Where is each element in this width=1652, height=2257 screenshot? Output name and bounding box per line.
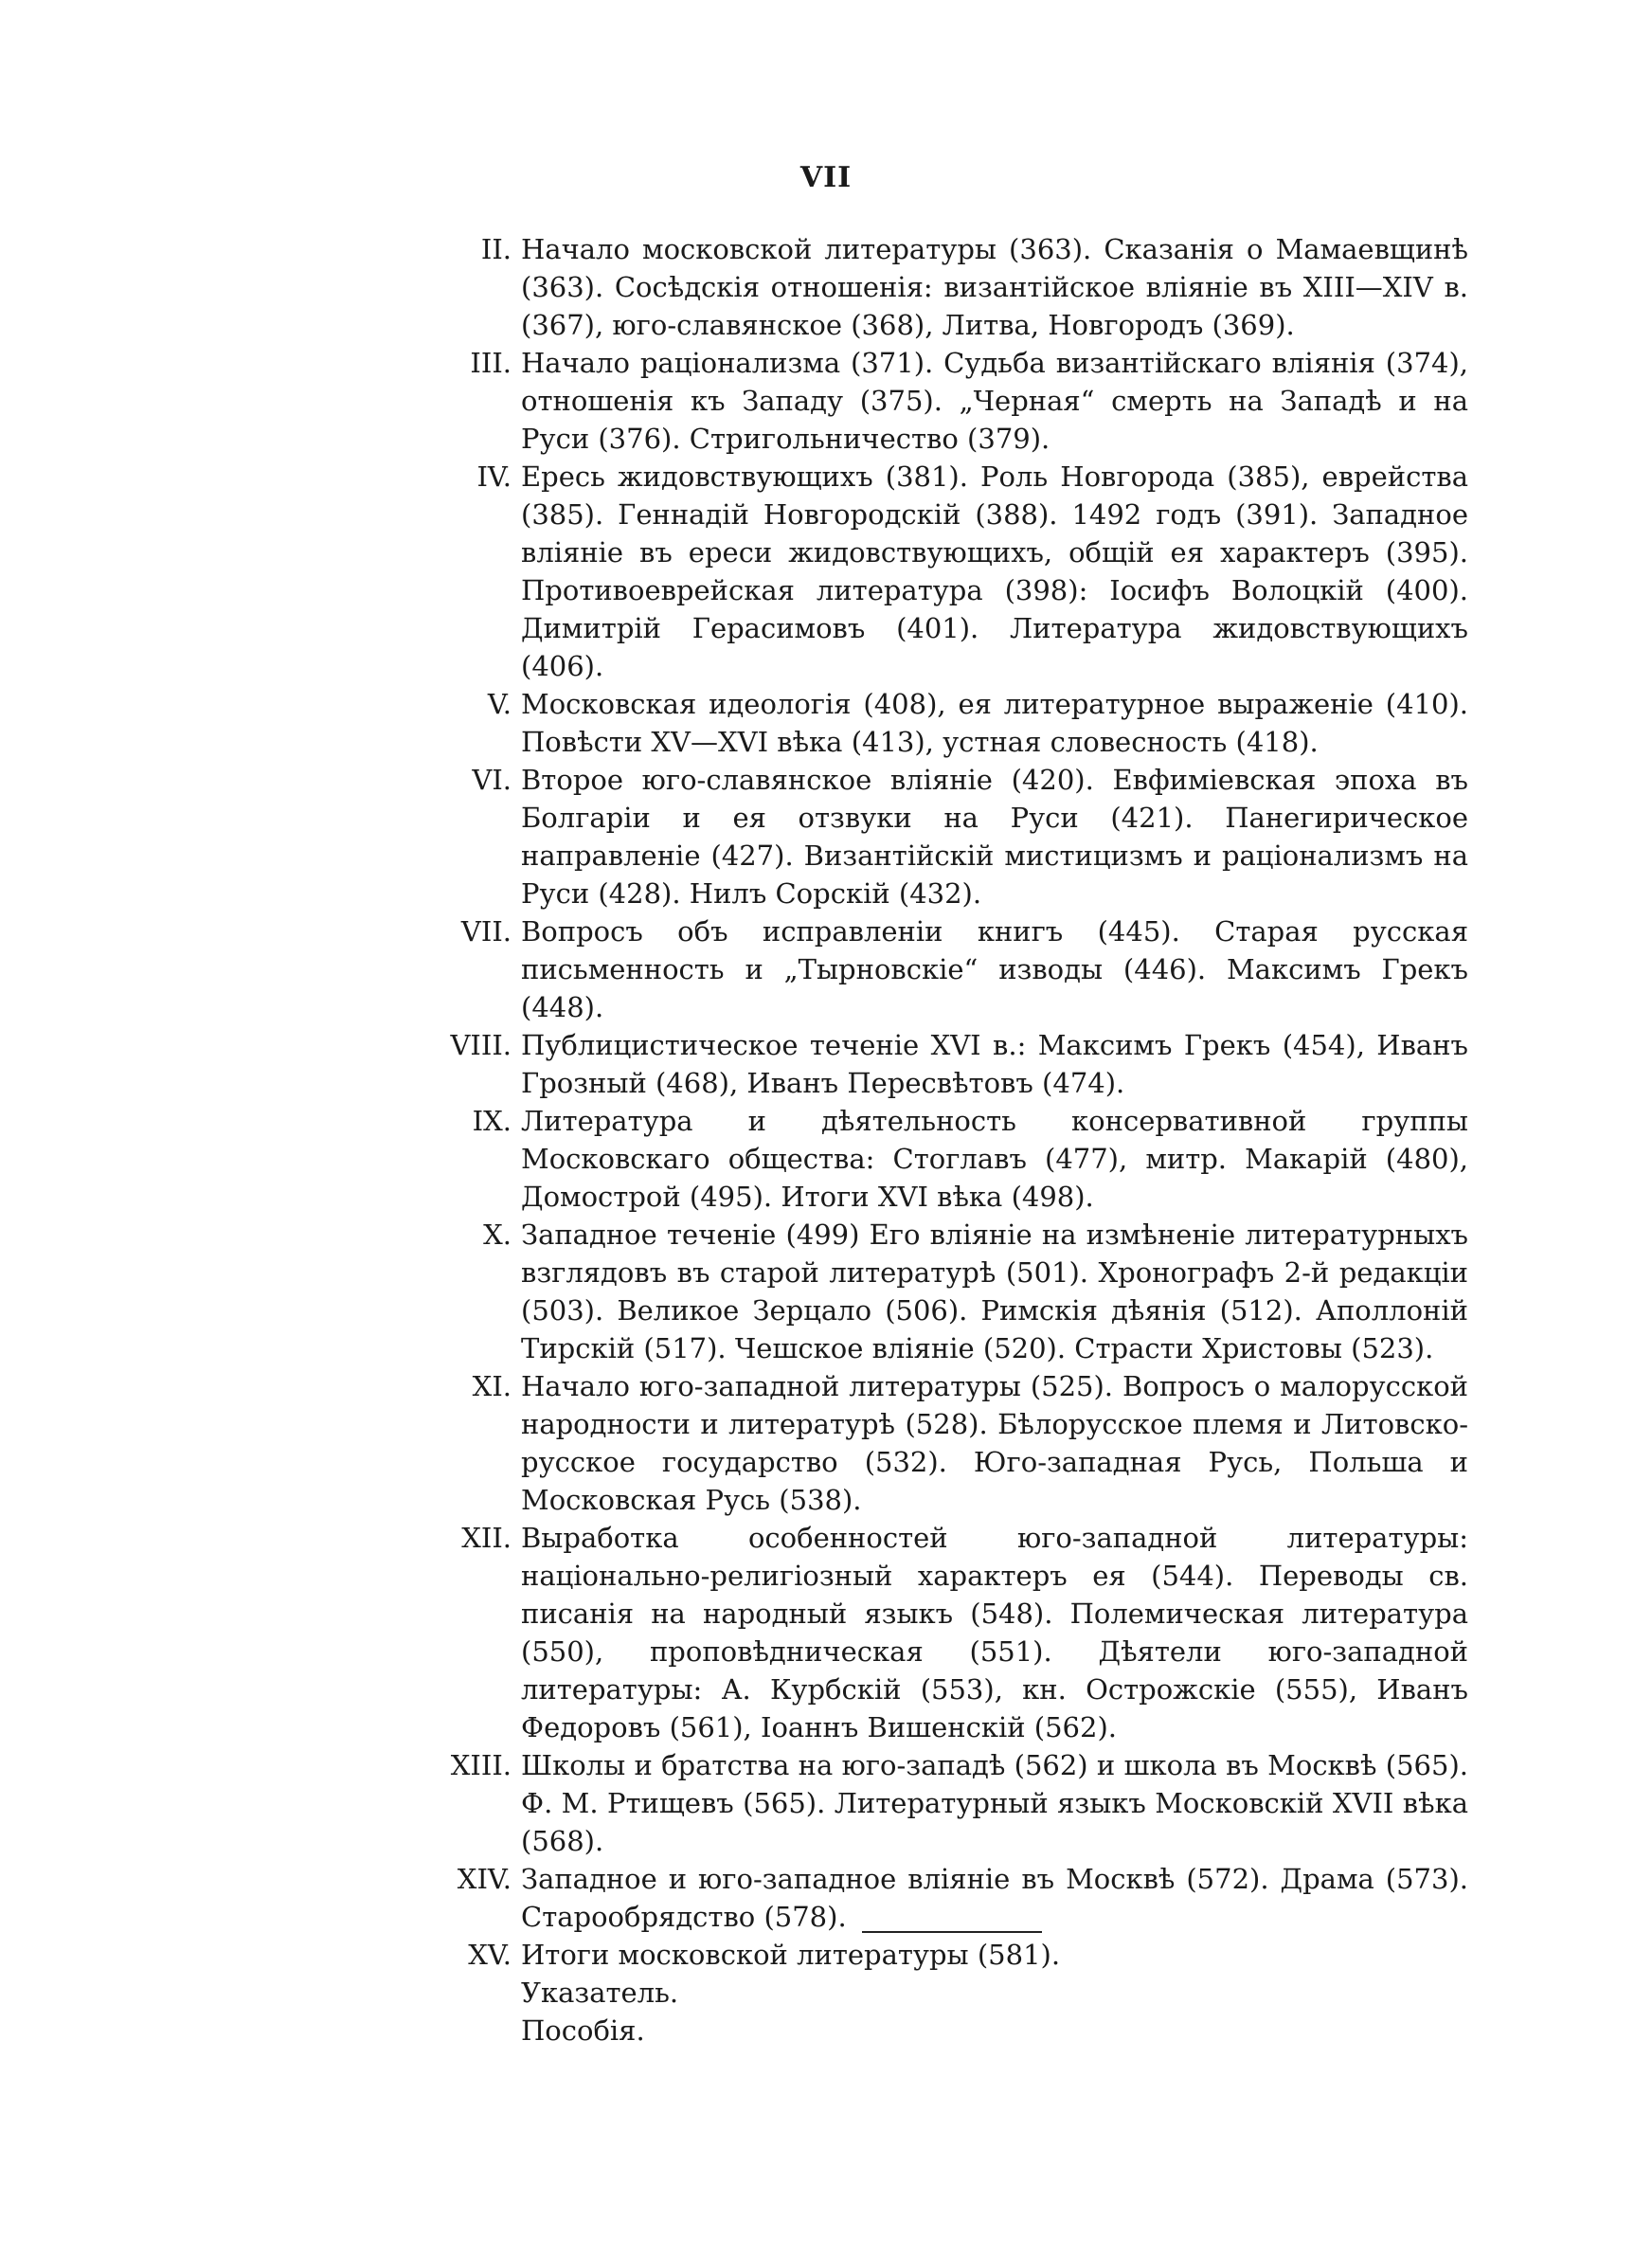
toc-entry: [436, 1746, 1468, 1860]
toc-entry: [436, 1026, 1468, 1102]
chapter-text: Западное и юго-западное вліяніе въ Москвѣ (572). Драма (573). Старообрядство (578).: [521, 1863, 1468, 1933]
chapter-number: VI.: [472, 764, 512, 796]
chapter-text: Публицистическое теченіе XVI в.: Максимъ Грекъ (454), Иванъ Грозный (468), Иванъ Пересвѣтовъ (474).: [521, 1029, 1468, 1099]
toc-entry: [436, 1936, 1468, 1974]
closing-rule: [862, 1931, 1042, 1933]
page-number: VII: [799, 161, 853, 194]
toc-entry: [436, 685, 1468, 761]
chapter-number: VII.: [460, 915, 512, 948]
toc-entry: [436, 230, 1468, 344]
chapter-text: Начало юго-западной литературы (525). Вопросъ о малорусской народности и литературѣ (528). Бѣлорусское племя и Литовско-русское государство (532). Юго-западная Русь, Польша и Московская Русь (538).: [521, 1370, 1468, 1516]
chapter-number: XIV.: [457, 1863, 512, 1895]
chapter-number: XII.: [461, 1522, 512, 1554]
chapter-text: Начало московской литературы (363). Сказанія о Мамаевщинѣ (363). Сосѣдскія отношенія: византійское вліяніе въ XIII—XIV в. (367), юго-славянское (368), Литва, Новгородъ (369).: [521, 233, 1468, 341]
chapter-text: Вопросъ объ исправленіи книгъ (445). Старая русская письменность и „Тырновскіе“ изводы (446). Максимъ Грекъ (448).: [521, 915, 1468, 1023]
chapter-text: Выработка особенностей юго-западной литературы: національно-религіозный характеръ ея (544). Переводы св. писанія на народный языкъ (548). Полемическая литература (550), проповѣдническая (551). Дѣятели юго-западной литературы: А. Курбскій (553), кн. Острожскіе (555), Иванъ Федоровъ (561), Іоаннъ Вишенскій (562).: [521, 1522, 1468, 1743]
toc-entry: [436, 458, 1468, 685]
chapter-text: Школы и братства на юго-западѣ (562) и школа въ Москвѣ (565). Ф. М. Ртищевъ (565). Литературный языкъ Московскій XVII вѣка (568).: [521, 1749, 1468, 1857]
table-of-contents: [436, 230, 1468, 2049]
chapter-number: IX.: [472, 1105, 512, 1137]
chapter-number: XI.: [472, 1370, 512, 1402]
toc-entry: [436, 344, 1468, 458]
toc-entry: [436, 912, 1468, 1026]
chapter-text: Московская идеологія (408), ея литературное выраженіе (410). Повѣсти XV—XVI вѣка (413), устная словесность (418).: [521, 688, 1468, 758]
toc-entry: [436, 1519, 1468, 1746]
index-entry: Указатель.: [521, 1977, 679, 2009]
chapter-number: III.: [470, 347, 512, 379]
chapter-number: II.: [480, 233, 512, 265]
references-entry: Пособія.: [521, 2014, 645, 2047]
chapter-number: VIII.: [450, 1029, 512, 1061]
chapter-number: IV.: [476, 460, 512, 493]
toc-entry: [436, 1102, 1468, 1216]
toc-entry: [436, 1367, 1468, 1519]
chapter-text: Начало раціонализма (371). Судьба византійскаго вліянія (374), отношенія къ Западу (375). „Черная“ смерть на Западѣ и на Руси (376). Стригольничество (379).: [521, 347, 1468, 455]
chapter-text: Литература и дѣятельность консервативной группы Московскаго общества: Стоглавъ (477), митр. Макарій (480), Домострой (495). Итоги XVI вѣка (498).: [521, 1105, 1468, 1213]
chapter-number: XIII.: [450, 1749, 512, 1781]
toc-entry: [436, 1860, 1468, 1936]
toc-entry: [436, 761, 1468, 912]
chapter-text: Итоги московской литературы (581).: [521, 1939, 1061, 1971]
chapter-number: X.: [483, 1219, 512, 1251]
chapter-text: Второе юго-славянское вліяніе (420). Евфиміевская эпоха въ Болгаріи и ея отзвуки на Руси (421). Панегирическое направленіе (427). Византійскій мистицизмъ и раціонализмъ на Руси (428). Нилъ Сорскій (432).: [521, 764, 1468, 910]
chapter-text: Западное теченіе (499) Его вліяніе на измѣненіе литературныхъ взглядовъ въ старой литературѣ (501). Хронографъ 2-й редакціи (503). Великое Зерцало (506). Римскія дѣянія (512). Аполлоній Тирскій (517). Чешское вліяніе (520). Страсти Христовы (523).: [521, 1219, 1468, 1364]
chapter-number: V.: [487, 688, 512, 720]
chapter-text: Ересь жидовствующихъ (381). Роль Новгорода (385), еврейства (385). Геннадій Новгородскій (388). 1492 годъ (391). Западное вліяніе въ ереси жидовствующихъ, общій ея характеръ (395). Противоеврейская литература (398): Іосифъ Волоцкій (400). Димитрій Герасимовъ (401). Литература жидовствующихъ (406).: [521, 460, 1468, 682]
toc-entry: [436, 1216, 1468, 1367]
chapter-number: XV.: [468, 1939, 512, 1971]
